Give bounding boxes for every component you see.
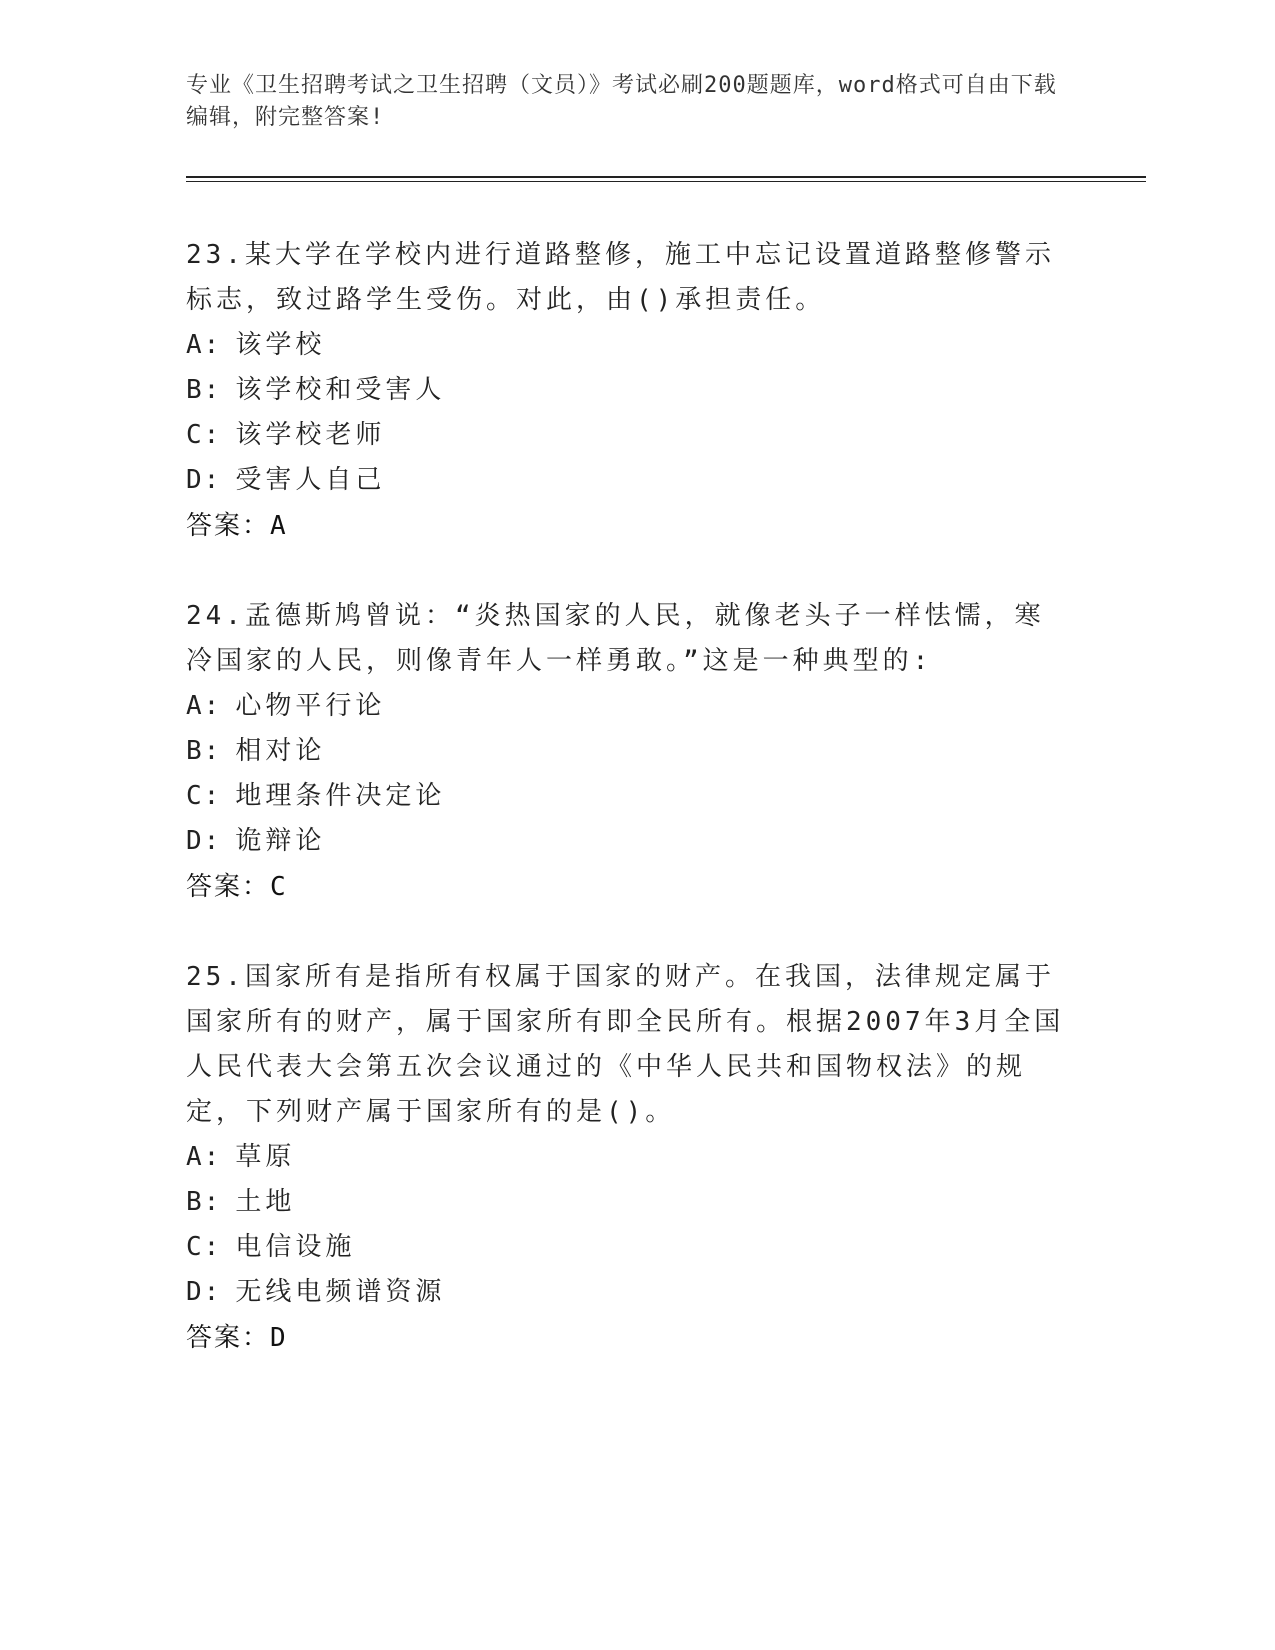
option-text: 电信设施	[235, 1232, 356, 1262]
option-c	[186, 1225, 1066, 1270]
option-a	[186, 1135, 1066, 1180]
question-stem: 24.孟德斯鸠曾说：“炎热国家的人民，就像老头子一样怯懦，寒冷国家的人民，则像青年人一样勇敢。”这是一种典型的:	[186, 601, 1045, 676]
header-divider-thin	[186, 181, 1146, 182]
option-text: 受害人自己	[235, 465, 386, 495]
question-23	[186, 233, 1066, 549]
answer-line	[186, 503, 1066, 549]
option-text: 心物平行论	[235, 691, 386, 721]
header-divider-thick	[186, 176, 1146, 178]
option-text: 该学校	[235, 330, 326, 360]
option-label: A:	[186, 330, 222, 360]
option-text: 该学校和受害人	[235, 375, 446, 405]
answer-label: 答案：	[186, 511, 271, 541]
option-label: A:	[186, 691, 222, 721]
option-text: 地理条件决定论	[235, 781, 446, 811]
option-label: C:	[186, 1232, 222, 1262]
question-stem: 25.国家所有是指所有权属于国家的财产。在我国，法律规定属于国家所有的财产，属于国家所有即全民所有。根据2007年3月全国人民代表大会第五次会议通过的《中华人民共和国物权法》的规定，下列财产属于国家所有的是()。	[186, 962, 1065, 1127]
document-header: 专业《卫生招聘考试之卫生招聘（文员）》考试必刷200题题库，word格式可自由下载编辑，附完整答案!	[186, 73, 1057, 130]
option-text: 相对论	[235, 736, 326, 766]
answer-label: 答案：	[186, 1323, 271, 1353]
option-label: C:	[186, 420, 222, 450]
answer-line	[186, 864, 1066, 910]
option-c	[186, 774, 1066, 819]
option-b	[186, 1180, 1066, 1225]
option-label: B:	[186, 375, 222, 405]
question-stem: 23.某大学在学校内进行道路整修，施工中忘记设置道路整修警示标志，致过路学生受伤。对此，由()承担责任。	[186, 240, 1055, 315]
answer-line	[186, 1315, 1066, 1361]
option-label: B:	[186, 736, 222, 766]
answer-value: D	[270, 1323, 288, 1353]
option-text: 诡辩论	[235, 826, 326, 856]
option-label: D:	[186, 826, 222, 856]
option-a	[186, 323, 1066, 368]
question-25	[186, 955, 1066, 1361]
option-label: D:	[186, 465, 222, 495]
option-text: 土地	[235, 1187, 296, 1217]
option-d	[186, 1270, 1066, 1315]
option-label: D:	[186, 1277, 222, 1307]
option-label: C:	[186, 781, 222, 811]
option-b	[186, 368, 1066, 413]
option-text: 草原	[235, 1142, 296, 1172]
option-d	[186, 819, 1066, 864]
answer-value: C	[270, 872, 288, 902]
option-label: A:	[186, 1142, 222, 1172]
option-d	[186, 458, 1066, 503]
question-24	[186, 594, 1066, 910]
answer-value: A	[270, 511, 288, 541]
option-text: 无线电频谱资源	[235, 1277, 446, 1307]
answer-label: 答案：	[186, 872, 271, 902]
option-b	[186, 729, 1066, 774]
option-text: 该学校老师	[235, 420, 386, 450]
option-c	[186, 413, 1066, 458]
option-label: B:	[186, 1187, 222, 1217]
option-a	[186, 684, 1066, 729]
